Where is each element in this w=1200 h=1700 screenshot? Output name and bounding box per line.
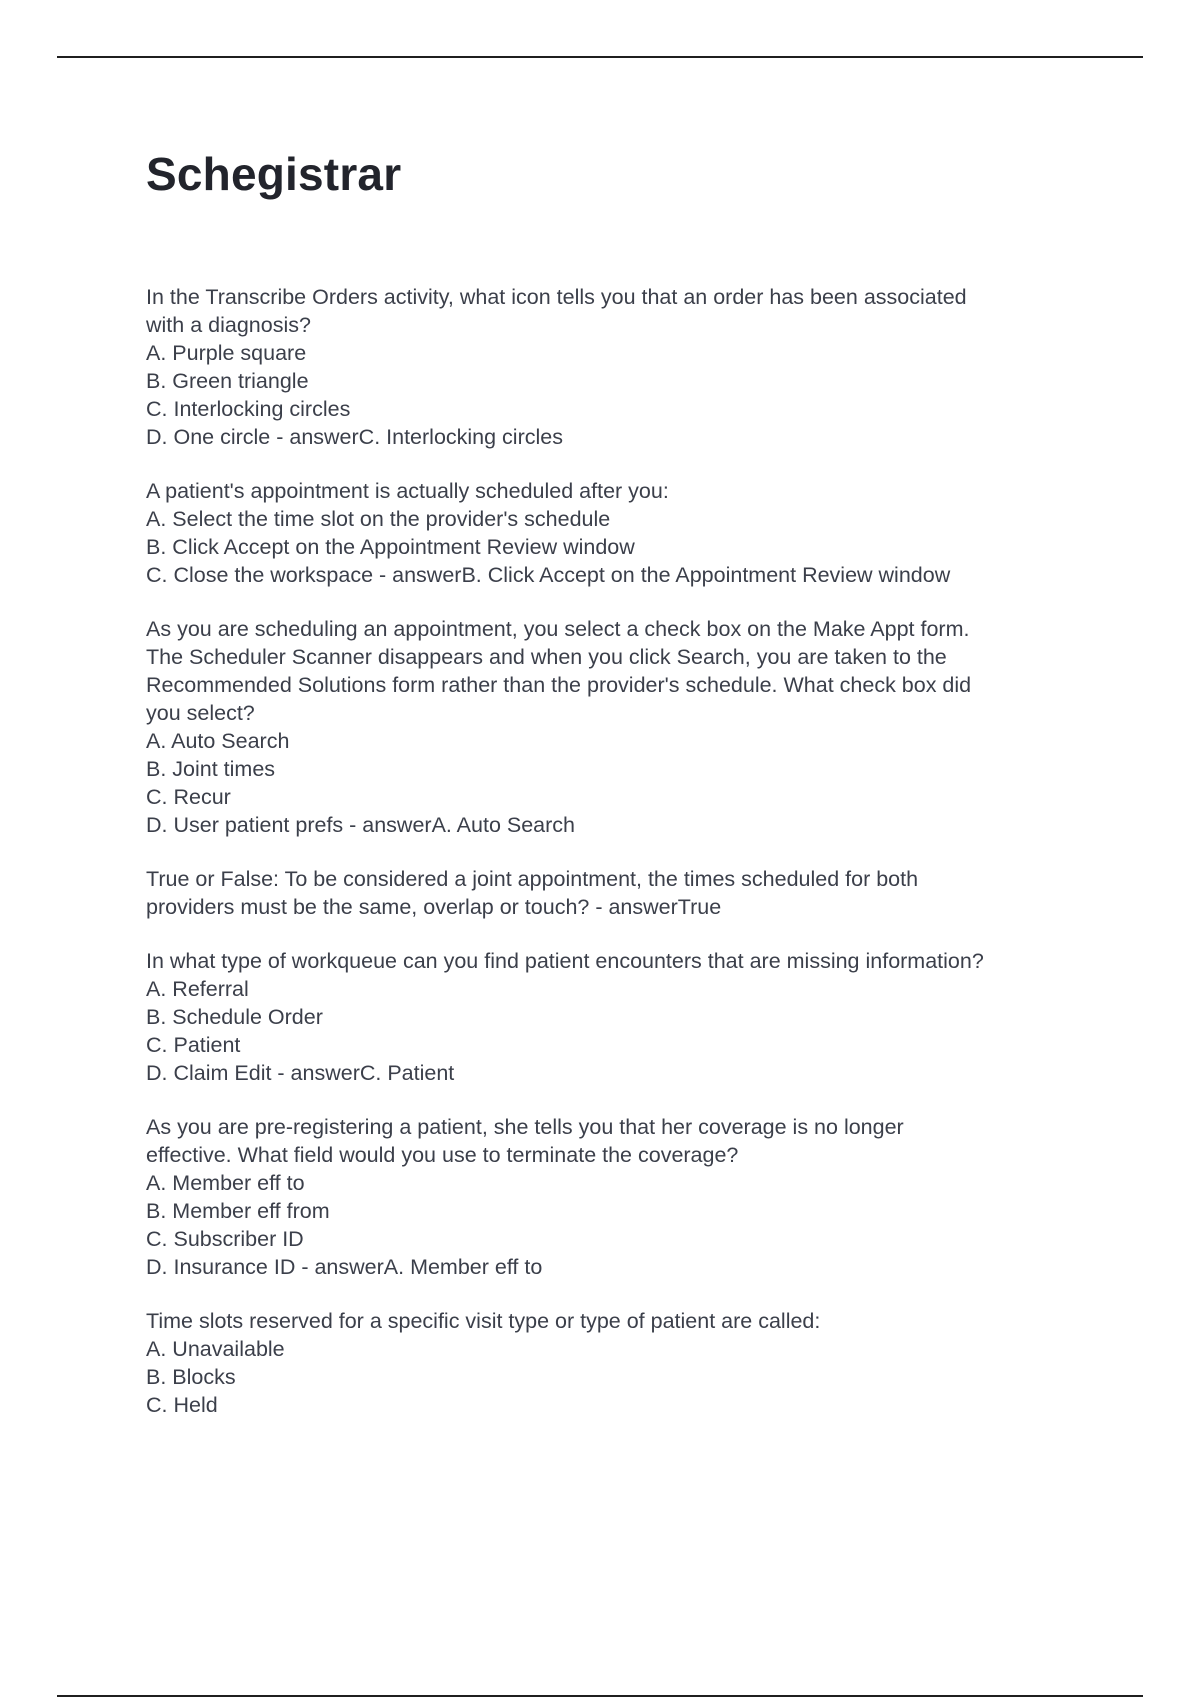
option-line: A. Purple square: [146, 341, 307, 365]
option-line: B. Green triangle: [146, 369, 309, 393]
option-line: A. Select the time slot on the provider's schedule: [146, 507, 611, 531]
answer-line: D. Insurance ID - answerA. Member eff to: [146, 1255, 543, 1279]
question-line: As you are scheduling an appointment, you select a check box on the Make Appt form.: [146, 617, 970, 641]
option-line: A. Auto Search: [146, 729, 290, 753]
question-list: [146, 283, 1106, 1419]
question-block-6: [146, 1113, 1106, 1281]
question-line: A patient's appointment is actually scheduled after you:: [146, 479, 669, 503]
option-line: B. Schedule Order: [146, 1005, 323, 1029]
option-line: A. Member eff to: [146, 1171, 305, 1195]
question-line: Recommended Solutions form rather than the provider's schedule. What check box did: [146, 673, 972, 697]
question-line: True or False: To be considered a joint appointment, the times scheduled for both: [146, 867, 919, 891]
option-line: A. Referral: [146, 977, 249, 1001]
document-title: Schegistrar: [146, 148, 402, 200]
option-line: B. Member eff from: [146, 1199, 330, 1223]
question-block-1: [146, 283, 1106, 451]
answer-line: providers must be the same, overlap or touch? - answerTrue: [146, 895, 722, 919]
question-line: effective. What field would you use to terminate the coverage?: [146, 1143, 739, 1167]
question-block-2: [146, 477, 1106, 589]
question-line: In what type of workqueue can you find patient encounters that are missing information?: [146, 949, 984, 973]
option-line: B. Blocks: [146, 1365, 236, 1389]
answer-line: C. Close the workspace - answerB. Click Accept on the Appointment Review window: [146, 563, 951, 587]
question-block-5: [146, 947, 1106, 1087]
option-line: B. Joint times: [146, 757, 276, 781]
question-block-4: [146, 865, 1106, 921]
answer-line: D. User patient prefs - answerA. Auto Search: [146, 813, 576, 837]
question-line: you select?: [146, 701, 255, 725]
option-line: B. Click Accept on the Appointment Review window: [146, 535, 635, 559]
option-line: C. Recur: [146, 785, 231, 809]
option-line: C. Held: [146, 1393, 218, 1417]
question-line: In the Transcribe Orders activity, what icon tells you that an order has been associated: [146, 285, 967, 309]
option-line: A. Unavailable: [146, 1337, 285, 1361]
option-line: C. Interlocking circles: [146, 397, 351, 421]
question-block-7: [146, 1307, 1106, 1419]
option-line: C. Patient: [146, 1033, 241, 1057]
question-line: Time slots reserved for a specific visit type or type of patient are called:: [146, 1309, 821, 1333]
question-line: The Scheduler Scanner disappears and when you click Search, you are taken to the: [146, 645, 947, 669]
question-line: with a diagnosis?: [146, 313, 311, 337]
answer-line: D. One circle - answerC. Interlocking circles: [146, 425, 563, 449]
top-rule: [57, 56, 1143, 58]
question-line: As you are pre-registering a patient, she tells you that her coverage is no longer: [146, 1115, 904, 1139]
answer-line: D. Claim Edit - answerC. Patient: [146, 1061, 455, 1085]
document-body: [146, 140, 1106, 1445]
question-block-3: [146, 615, 1106, 839]
option-line: C. Subscriber ID: [146, 1227, 304, 1251]
bottom-rule: [57, 1695, 1143, 1697]
